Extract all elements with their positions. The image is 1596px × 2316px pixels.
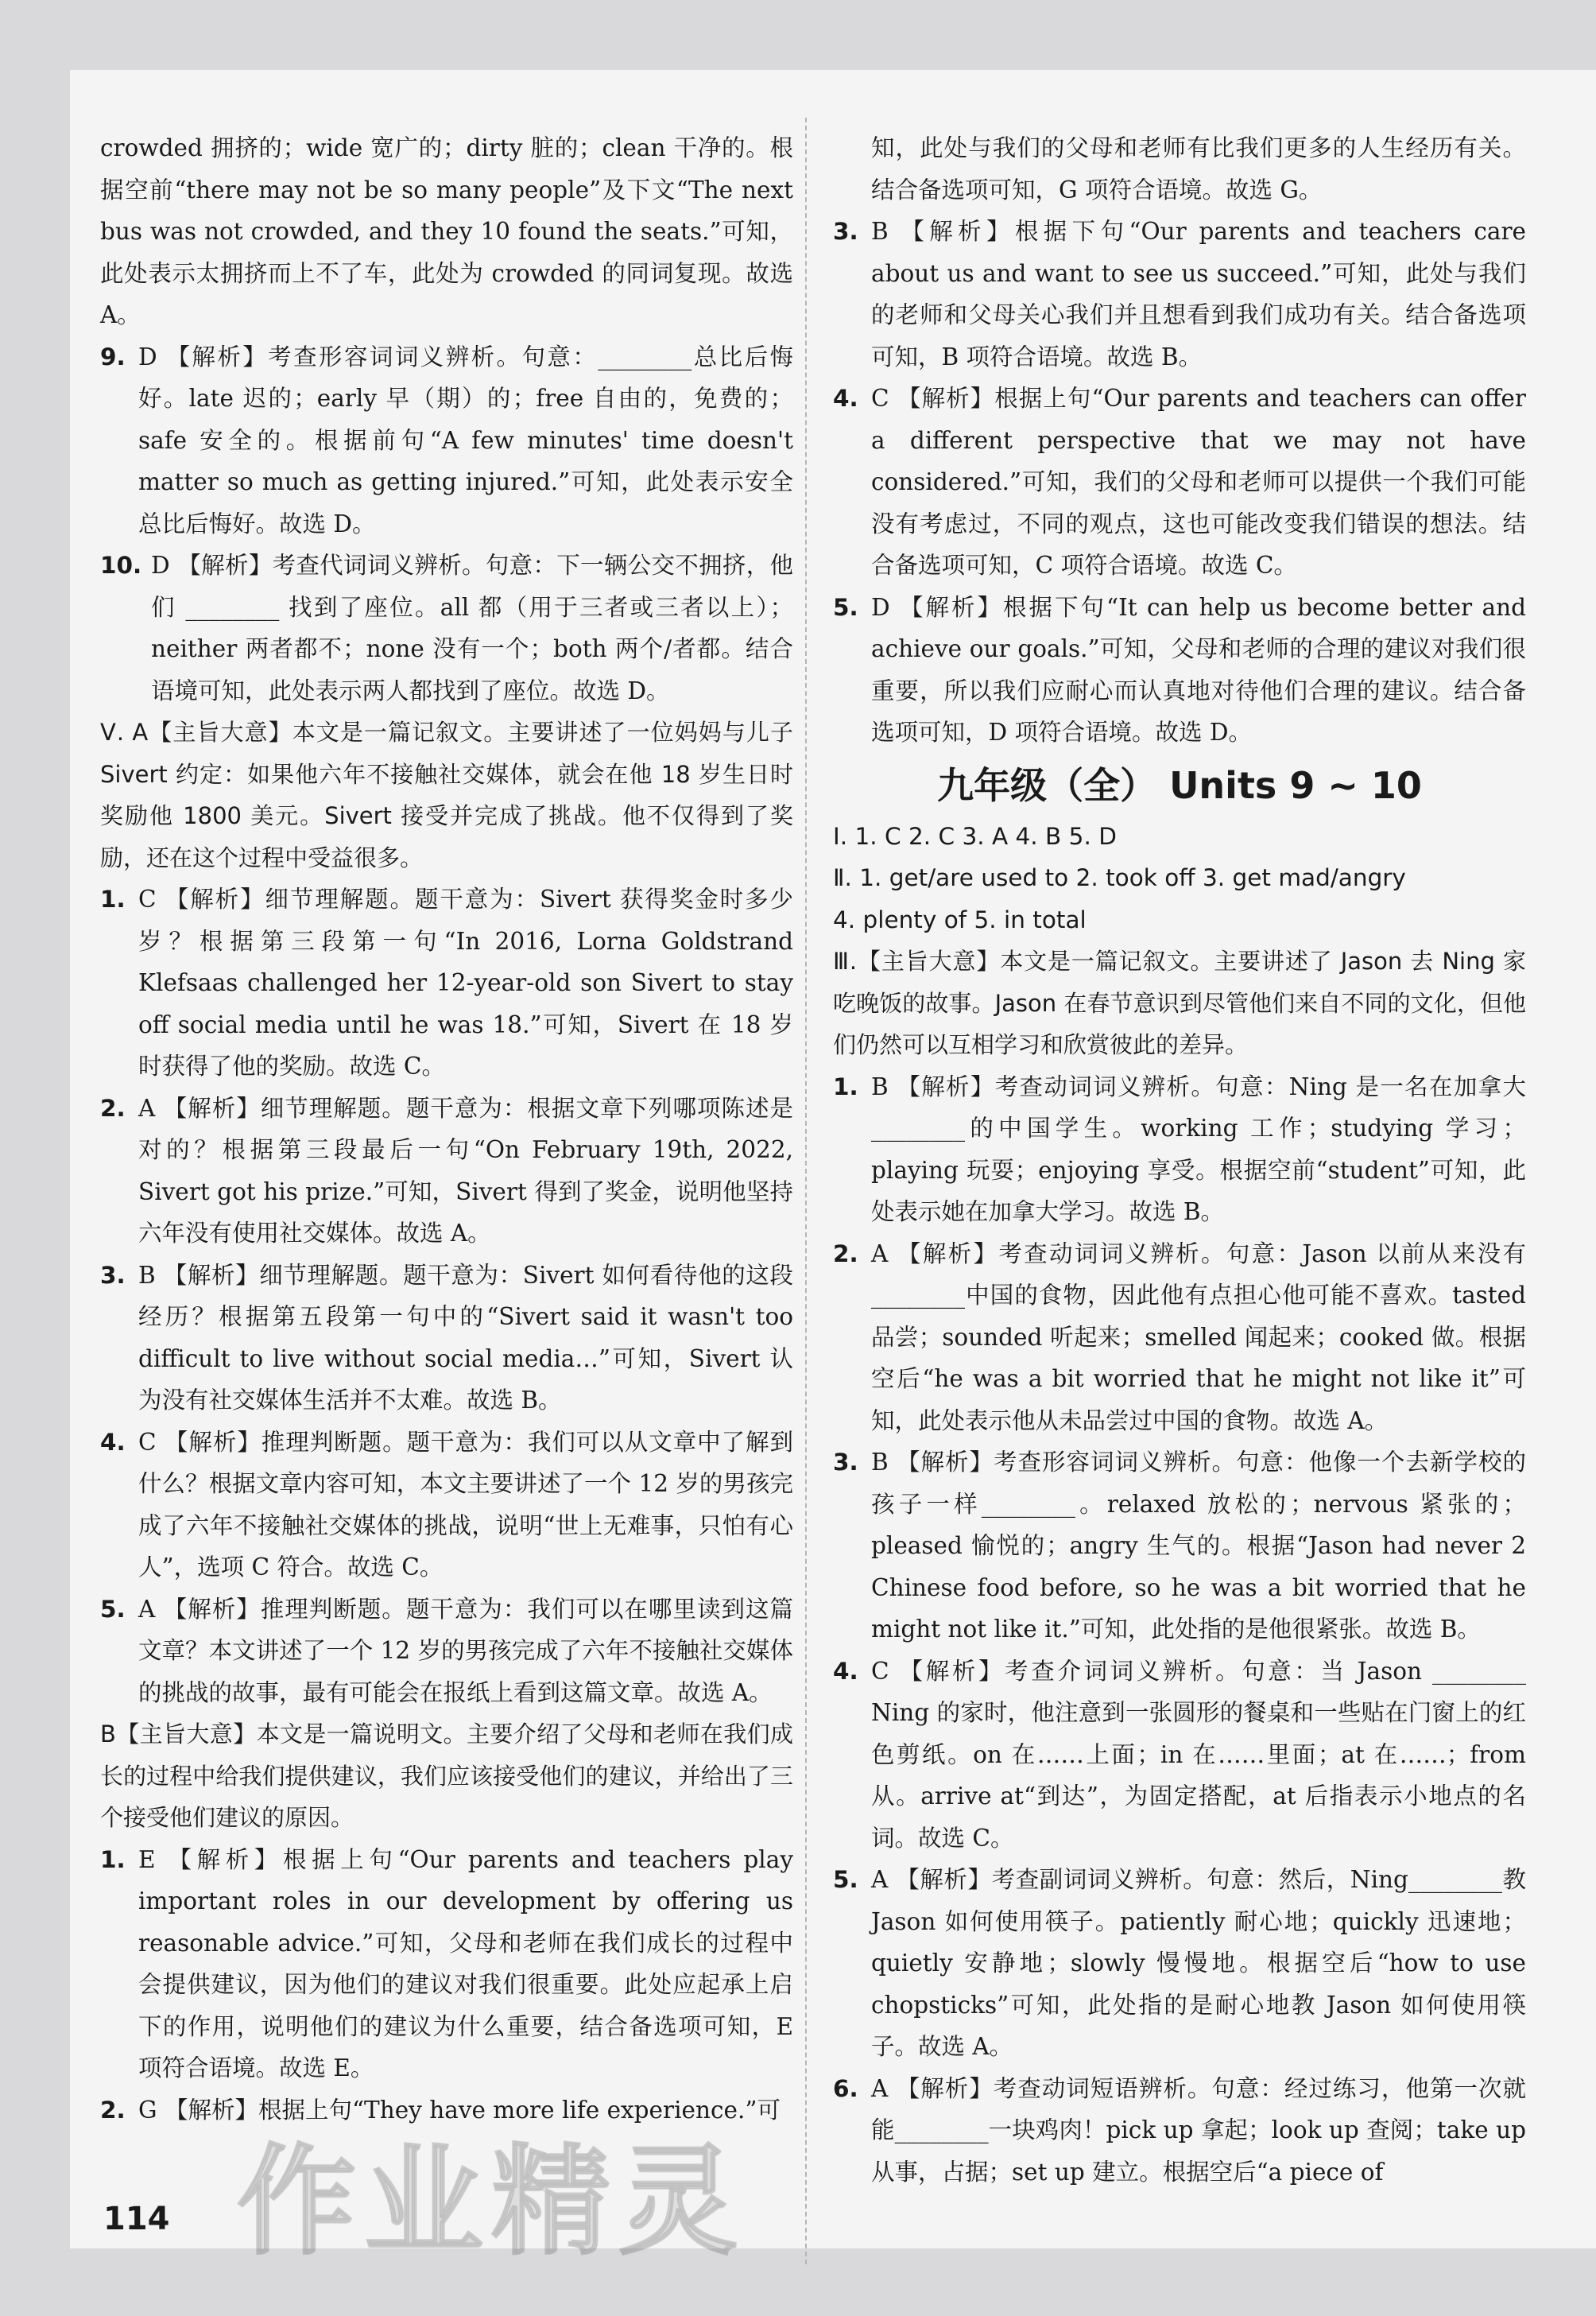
item-text: C 【解析】根据上句“Our parents and teachers can offer a different perspective that we may not have considered.”可知，我们的父母和老师可以提供一个我们可能没有考虑过，不同的观点，这也可能改变我们错误的想法。结合备选项可知，C 项符合语境。故选 C。 bbox=[871, 385, 1526, 579]
item-number: 10. bbox=[100, 552, 142, 579]
answer-item bbox=[100, 879, 793, 1088]
item-text: E 【解析】根据上句“Our parents and teachers play important roles in our development by offering us reasonable advice.”可知，父母和老师在我们成长的过程中会提供建议，因为他们的建议对我们很重要。此处应起承上启下的作用，说明他们的建议为什么重要，结合备选项可知，E 项符合语境。故选 E。 bbox=[138, 1845, 793, 2081]
item-text: B 【解析】根据下句“Our parents and teachers care about us and want to see us succeed.”可知，此处与我们的老师和父母关心我们并且想看到我们成功有关。结合备选项可知，B 项符合语境。故选 B。 bbox=[871, 218, 1526, 370]
page-number: 114 bbox=[103, 2201, 170, 2237]
item-text: A 【解析】推理判断题。题干意为：我们可以在哪里读到这篇文章？本文讲述了一个 12 岁的男孩完成了六年不接触社交媒体的挑战的故事，最有可能会在报纸上看到这篇文章。故选 A。 bbox=[138, 1595, 793, 1706]
item-number: 4. bbox=[100, 1428, 126, 1456]
answer-item bbox=[833, 1441, 1526, 1651]
item-number: 4. bbox=[833, 1657, 858, 1685]
left-column bbox=[100, 127, 793, 2131]
item-text: D 【解析】考查形容词词义辨析。句意：________总比后悔好。late 迟的；early 早（期）的；free 自由的，免费的；safe 安全的。根据前句“A few minutes' time doesn't matter so much as getting injured.”可知，此处表示安全总比后悔好。故选 D。 bbox=[138, 343, 793, 537]
watermark-logo: 作业精灵 bbox=[237, 2133, 746, 2271]
item-text: A 【解析】考查动词词义辨析。句意：Jason 以前从来没有________中国的食物，因此他有点担心他可能不喜欢。tasted 品尝；sounded 听起来；smelled 闻起来；cooked 做。根据空后“he was a bit worried that he might not like it”可知，此处表示他从未品尝过中国的食物。故选 A。 bbox=[871, 1239, 1526, 1434]
item-text: B 【解析】细节理解题。题干意为：Sivert 如何看待他的这段经历？根据第五段第一句中的“Sivert said it wasn't too difficult to live without social media…”可知，Sivert 认为没有社交媒体生活并不太难。故选 B。 bbox=[138, 1261, 793, 1414]
passage-summary: Ⅴ. A【主旨大意】本文是一篇记叙文。主要讲述了一位妈妈与儿子 Sivert 约定：如果他六年不接触社交媒体，就会在他 18 岁生日时奖励他 1800 美元。Sivert 接受并完成了挑战。他不仅得到了奖励，还在这个过程中受益很多。 bbox=[100, 719, 793, 871]
answer-item bbox=[833, 127, 1526, 211]
item-number: 5. bbox=[100, 1595, 126, 1623]
item-text: B 【解析】考查动词词义辨析。句意：Ning 是一名在加拿大________的中国学生。working 工作；studying 学习；playing 玩耍；enjoying 享受。根据空前“student”可知，此处表示她在加拿大学习。故选 B。 bbox=[871, 1073, 1526, 1225]
item-number: 2. bbox=[833, 1239, 858, 1267]
item-number: 1. bbox=[100, 1845, 126, 1873]
answer-item bbox=[100, 336, 793, 545]
item-text: C 【解析】推理判断题。题干意为：我们可以从文章中了解到什么？根据文章内容可知，本文主要讲述了一个 12 岁的男孩完成了六年不接触社交媒体的挑战，说明“世上无难事，只怕有心人”，选项 C 符合。故选 C。 bbox=[138, 1428, 793, 1581]
item-number: 3. bbox=[100, 1261, 126, 1289]
column-divider bbox=[805, 118, 807, 2264]
answer-item bbox=[100, 1088, 793, 1255]
answer-key-line: Ⅰ. 1. C 2. C 3. A 4. B 5. D bbox=[833, 822, 1117, 850]
item-number: 1. bbox=[833, 1073, 858, 1100]
item-number: 3. bbox=[833, 218, 858, 245]
item-number: 9. bbox=[100, 343, 126, 370]
answer-item bbox=[100, 1589, 793, 1714]
answer-item bbox=[833, 1651, 1526, 1860]
item-text: C 【解析】细节理解题。题干意为：Sivert 获得奖金时多少岁？根据第三段第一句“In 2016, Lorna Goldstrand Klefsaas challenged her 12-year-old son Sivert to stay off social media until he was 18.”可知，Sivert 在 18 岁时获得了他的奖励。故选 C。 bbox=[138, 886, 793, 1080]
item-text: C 【解析】考查介词词义辨析。句意：当 Jason ________ Ning 的家时，他注意到一张圆形的餐桌和一些贴在门窗上的红色剪纸。on 在……上面；in 在……里面；at 在……；from 从。arrive at“到达”，为固定搭配，at 后指表示小地点的名词。故选 C。 bbox=[871, 1657, 1526, 1852]
item-text: 知，此处与我们的父母和老师有比我们更多的人生经历有关。结合备选项可知，G 项符合语境。故选 G。 bbox=[871, 134, 1526, 204]
passage-summary: B【主旨大意】本文是一篇说明文。主要介绍了父母和老师在我们成长的过程中给我们提供建议，我们应该接受他们的建议，并给出了三个接受他们建议的原因。 bbox=[100, 1721, 793, 1831]
item-number: 1. bbox=[100, 886, 126, 913]
item-text: A 【解析】细节理解题。题干意为：根据文章下列哪项陈述是对的？根据第三段最后一句“On February 19th, 2022, Sivert got his prize.”可知，Sivert 得到了奖金，说明他坚持六年没有使用社交媒体。故选 A。 bbox=[138, 1094, 793, 1247]
answer-item bbox=[833, 1066, 1526, 1233]
answer-item bbox=[833, 2068, 1526, 2194]
passage-summary: Ⅲ.【主旨大意】本文是一篇记叙文。主要讲述了 Jason 去 Ning 家吃晚饭的故事。Jason 在春节意识到尽管他们来自不同的文化，但他们仍然可以互相学习和欣赏彼此的差异。 bbox=[833, 948, 1526, 1058]
item-text: A 【解析】考查动词短语辨析。句意：经过练习，他第一次就能________一块鸡肉！pick up 拿起；look up 查阅；take up 从事，占据；set up 建立。根据空后“a piece of bbox=[871, 2074, 1526, 2186]
answer-item bbox=[100, 1255, 793, 1422]
answer-key-line: Ⅱ. 1. get/are used to 2. took off 3. get mad/angry bbox=[833, 864, 1406, 891]
item-number: 3. bbox=[833, 1449, 858, 1476]
answer-item bbox=[100, 1839, 793, 2089]
explanation-paragraph: crowded 拥挤的；wide 宽广的；dirty 脏的；clean 干净的。根据空前“there may not be so many people”及下文“The next bus was not crowded, and they 10 found the seats.”可知，此处表示太拥挤而上不了车，此处为 crowded 的同词复现。故选 A。 bbox=[100, 134, 793, 328]
answer-item bbox=[100, 1422, 793, 1589]
item-text: B 【解析】考查形容词词义辨析。句意：他像一个去新学校的孩子一样________。relaxed 放松的；nervous 紧张的；pleased 愉悦的；angry 生气的。根据“Jason had never 2 Chinese food before, so he was a bit worried that he might not like it.”可知，此处指的是他很紧张。故选 B。 bbox=[871, 1449, 1526, 1643]
answer-key-line: 4. plenty of 5. in total bbox=[833, 906, 1087, 933]
item-number: 4. bbox=[833, 385, 858, 412]
item-number: 6. bbox=[833, 2074, 858, 2102]
answer-item bbox=[833, 587, 1526, 754]
item-number: 5. bbox=[833, 1866, 858, 1893]
item-text: G 【解析】根据上句“They have more life experience.”可 bbox=[138, 2096, 781, 2124]
item-number: 5. bbox=[833, 593, 858, 621]
right-column bbox=[833, 127, 1526, 2193]
document-page bbox=[70, 70, 1596, 2271]
item-text: D 【解析】根据下句“It can help us become better and achieve our goals.”可知，父母和老师的合理的建议对我们很重要，所以我们应耐心而认真地对待他们合理的建议。结合备选项可知，D 项符合语境。故选 D。 bbox=[871, 593, 1526, 746]
answer-item bbox=[833, 1859, 1526, 2068]
answer-item bbox=[833, 1233, 1526, 1442]
item-text: A 【解析】考查副词词义辨析。句意：然后，Ning________教 Jason 如何使用筷子。patiently 耐心地；quickly 迅速地；quietly 安静地；slowly 慢慢地。根据空后“how to use chopsticks”可知，此处指的是耐心地教 Jason 如何使用筷子。故选 A。 bbox=[871, 1866, 1526, 2060]
answer-item bbox=[100, 2089, 793, 2132]
section-title: 九年级（全） Units 9 ~ 10 bbox=[937, 763, 1422, 807]
answer-item bbox=[833, 378, 1526, 587]
item-number: 2. bbox=[100, 1094, 126, 1122]
item-number: 2. bbox=[100, 2096, 126, 2124]
answer-item bbox=[100, 545, 793, 712]
answer-item bbox=[833, 211, 1526, 378]
item-text: D 【解析】考查代词词义辨析。句意：下一辆公交不拥挤，他们 ________ 找到了座位。all 都（用于三者或三者以上）；neither 两者都不；none 没有一个；both 两个/者都。结合语境可知，此处表示两人都找到了座位。故选 D。 bbox=[151, 552, 793, 704]
